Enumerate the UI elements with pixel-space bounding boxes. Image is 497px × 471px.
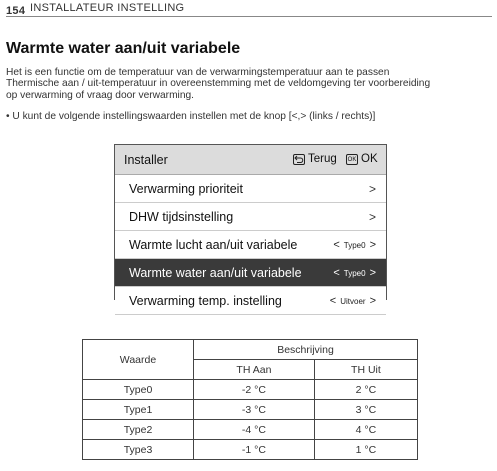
setting-value: Type0 (343, 240, 366, 250)
menu-item-verwarming-prioriteit[interactable] (115, 175, 386, 203)
cell-th-aan: -1 °C (194, 440, 315, 460)
page-header (6, 2, 492, 17)
values-table (82, 339, 418, 460)
cell-th-uit: 4 °C (314, 420, 417, 440)
cell-th-uit: 2 °C (314, 380, 417, 400)
chevron-right-icon: > (368, 182, 376, 196)
back-label: Terug (308, 153, 337, 165)
header-th-uit: TH Uit (314, 360, 417, 380)
cell-th-uit: 3 °C (314, 400, 417, 420)
intro-line: op verwarming of vraag door verwarming. (6, 89, 194, 101)
chevron-left-icon[interactable]: < (329, 295, 337, 307)
menu-item-warmte-water[interactable] (115, 259, 386, 287)
menu-item-label: Verwarming prioriteit (129, 182, 243, 196)
header-th-aan: TH Aan (194, 360, 315, 380)
cell-waarde: Type1 (83, 400, 194, 420)
table-row (83, 440, 418, 460)
cell-th-aan: -4 °C (194, 420, 315, 440)
menu-item-label: DHW tijdsinstelling (129, 210, 234, 224)
menu-item-label: Warmte lucht aan/uit variabele (129, 238, 298, 252)
intro-line: Thermische aan / uit-temperatuur in overeenstemming met de veldomgeving ter voorbereiding (6, 78, 431, 90)
menu-item-dhw-tijdsinstelling[interactable] (115, 203, 386, 231)
ok-label: OK (361, 153, 378, 165)
chevron-left-icon[interactable]: < (333, 239, 340, 251)
screen-title: Installer (124, 153, 168, 167)
ok-button[interactable] (346, 153, 378, 165)
setting-value: Type0 (343, 268, 366, 278)
section-title: Warmte water aan/uit variabele (6, 40, 241, 57)
cell-th-aan: -3 °C (194, 400, 315, 420)
intro-text (6, 67, 486, 101)
header-waarde: Waarde (83, 340, 194, 380)
value-selector (333, 267, 376, 279)
back-arrow-icon (293, 154, 305, 165)
table-row (83, 380, 418, 400)
screen-header (115, 145, 386, 175)
value-selector (330, 295, 376, 307)
ok-icon: OK (346, 154, 358, 165)
intro-line: Het is een functie om de temperatuur van de verwarmingstemperatuur aan te passen (6, 67, 390, 78)
page-number: 154 (6, 5, 26, 17)
cell-th-uit: 1 °C (314, 440, 417, 460)
instruction-bullet: • U kunt de volgende instellingswaarden instellen met de knop [<,> (links / rechts)] (6, 111, 376, 122)
chevron-left-icon[interactable]: < (333, 267, 340, 279)
installer-screen (114, 144, 387, 308)
cell-waarde: Type2 (83, 420, 194, 440)
header-beschrijving: Beschrijving (194, 340, 418, 360)
chevron-right-icon: > (368, 210, 376, 224)
menu-item-verwarming-temp[interactable] (115, 287, 386, 315)
setting-value: Uitvoer (340, 296, 366, 306)
cell-waarde: Type0 (83, 380, 194, 400)
value-selector (333, 239, 376, 251)
cell-th-aan: -2 °C (194, 380, 315, 400)
table-row (83, 400, 418, 420)
chevron-right-icon[interactable]: > (369, 239, 376, 251)
menu-item-label: Verwarming temp. instelling (129, 294, 282, 308)
page-header-title: INSTALLATEUR INSTELLING (30, 2, 185, 14)
cell-waarde: Type3 (83, 440, 194, 460)
menu-item-label: Warmte water aan/uit variabele (129, 266, 302, 280)
back-button[interactable] (293, 153, 337, 165)
chevron-right-icon[interactable]: > (369, 295, 376, 307)
chevron-right-icon[interactable]: > (369, 267, 376, 279)
table-row (83, 420, 418, 440)
menu-item-warmte-lucht[interactable] (115, 231, 386, 259)
table-header-row (83, 340, 418, 360)
